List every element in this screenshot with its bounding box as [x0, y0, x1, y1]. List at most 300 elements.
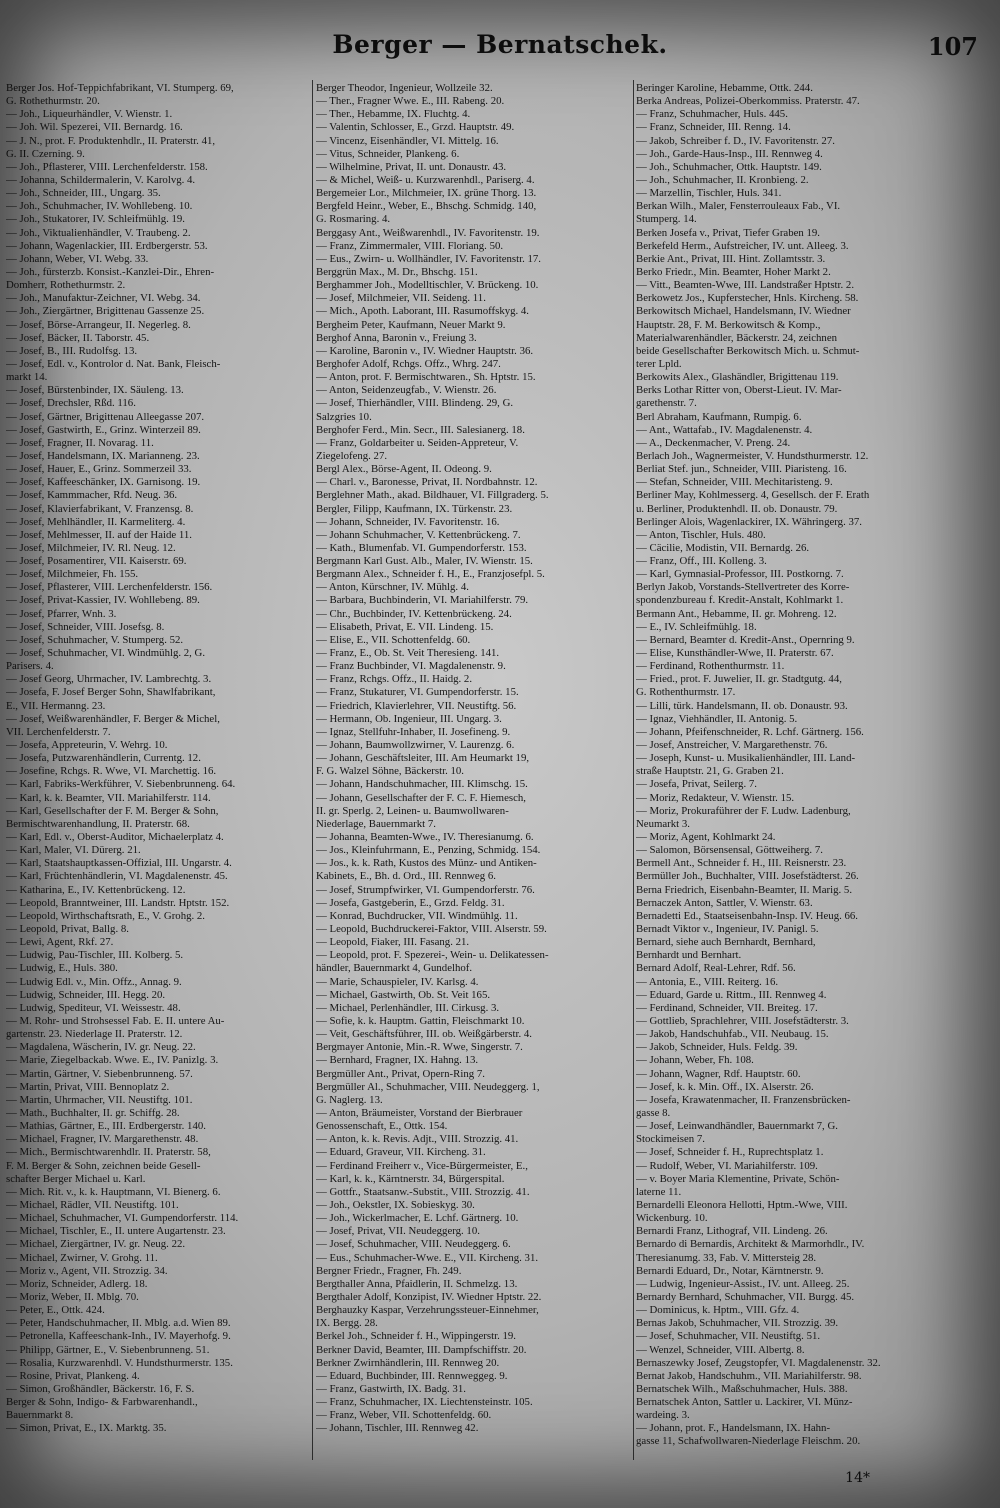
directory-entry-line: Berlinger Alois, Wagenlackirer, IX. Währingerg. 37.	[636, 515, 862, 528]
directory-entry-line: Beringer Karoline, Hebamme, Ottk. 244.	[636, 82, 813, 94]
directory-entry-line: — Josef, Klavierfabrikant, V. Franzensg. 8.	[6, 502, 194, 515]
directory-entry-line: — Veit, Geschäftsführer, III. ob. Weißgärberstr. 4.	[316, 1028, 532, 1041]
directory-entry-line: — Josef, Mehlmesser, II. auf der Haide 11.	[6, 528, 192, 541]
directory-entry-line: — Josef, Mehlhändler, II. Karmeliterg. 4.	[6, 515, 186, 528]
directory-entry-line: — Elisabeth, Privat, E. VII. Lindeng. 15.	[316, 620, 494, 633]
directory-entry-line: Berger Jos. Hof-Teppichfabrikant, VI. Stumperg. 69,	[6, 82, 234, 94]
directory-entry-line: — Michael, Ziergärtner, IV. gr. Neug. 22.	[6, 1238, 186, 1251]
directory-entry-line: — Joh., Schuhmacher, II. Kronbieng. 2.	[636, 173, 809, 186]
directory-entry-line: — Michael, Fragner, IV. Margarethenstr. 48.	[6, 1133, 199, 1146]
directory-entry-line: — Josef, k. k. Min. Off., IX. Alserstr. 26.	[636, 1080, 814, 1093]
directory-entry-line: G. II. Czerning. 9.	[6, 147, 85, 160]
directory-entry-line: — Joh., Manufaktur-Zeichner, VI. Webg. 34.	[6, 292, 201, 305]
directory-entry-line: — Joh., Liqueurhändler, V. Wienstr. 1.	[6, 108, 173, 121]
directory-entry-line: Niederlage, Bauernmarkt 7.	[316, 817, 436, 830]
directory-entry-line: Bernhardt und Bernhart.	[636, 949, 742, 962]
directory-entry-line: — J. N., prot. F. Produktenhdlr., II. Praterstr. 41,	[6, 134, 216, 147]
directory-entry-line: garethenstr. 7.	[636, 397, 697, 410]
directory-entry-line: — Konrad, Buchdrucker, VII. Windmühlg. 11.	[316, 909, 518, 922]
directory-entry-line: Berglehner Math., akad. Bildhauer, VI. Fillgraderg. 5.	[316, 489, 549, 502]
directory-entry-line: Bergmann Alex., Schneider f. H., E., Franzjosefpl. 5.	[316, 568, 545, 581]
directory-entry-line: — Moriz, Schneider, Adlerg. 18.	[6, 1277, 148, 1290]
directory-entry-line: — Josef, Drechsler, Rßd. 116.	[6, 397, 136, 410]
directory-entry-line: — Joh., Stukatorer, IV. Schleifmühlg. 19.	[6, 213, 186, 226]
directory-entry-line: Berghammer Joh., Modelltischler, V. Brückeng. 10.	[316, 279, 539, 292]
directory-entry-line: — Elise, E., VII. Schottenfeldg. 60.	[316, 633, 471, 646]
directory-entry-line: Parisers. 4.	[6, 660, 54, 673]
directory-entry-line: Bergler, Filipp, Kaufmann, IX. Türkenstr. 23.	[316, 502, 513, 515]
directory-entry-line: — Bernard, Beamter d. Kredit-Anst., Opernring 9.	[636, 633, 855, 646]
directory-entry-line: — Johann, Weber, VI. Webg. 33.	[6, 252, 149, 265]
directory-entry-line: — Franz, Weber, VII. Schottenfeldg. 60.	[316, 1409, 492, 1422]
directory-entry-line: — Johann, Tischler, III. Rennweg 42.	[316, 1422, 479, 1435]
directory-entry-line: — Mich., Apoth. Laborant, III. Rasumoffskyg. 4.	[316, 305, 530, 318]
directory-entry-line: — Ferdinand Freiherr v., Vice-Bürgermeister, E.,	[316, 1159, 528, 1172]
directory-entry-line: — Ludwig, Schneider, III. Hegg. 20.	[6, 988, 166, 1001]
directory-entry-line: Berkowitsch Michael, Handelsmann, IV. Wiedner	[636, 305, 851, 318]
directory-entry-line: — Josef, Kammmacher, Rfd. Neug. 36.	[6, 489, 178, 502]
directory-entry-line: — Josef, Privat, VII. Neudeggerg. 10.	[316, 1225, 480, 1238]
directory-entry-line: — Karl, Gesellschafter der F. M. Berger & Sohn,	[6, 804, 219, 817]
directory-entry-line: — Marzellin, Tischler, Huls. 341.	[636, 187, 782, 200]
directory-entry-line: Berkner Zwirnhändlerin, III. Rennweg 20.	[316, 1356, 500, 1369]
directory-entry-line: — Vitt., Beamten-Wwe, III. Landstraßer Hptstr. 2.	[636, 279, 855, 292]
directory-entry-line: spondenzbureau f. Kredit-Anstalt, Kohlmarkt 1.	[636, 594, 844, 607]
directory-entry-line: — Joh., Schuhmacher, IV. Wohllebeng. 10.	[6, 200, 193, 213]
directory-entry-line: — Josefa, Gastgeberin, E., Grzd. Feldg. 31.	[316, 896, 505, 909]
directory-entry-line: wardeing. 3.	[636, 1409, 690, 1422]
directory-entry-line: Bernardi Eduard, Dr., Notar, Kärntnerstr. 9.	[636, 1264, 824, 1277]
directory-entry-line: — Josef, Weißwarenhändler, F. Berger & Michel,	[6, 712, 220, 725]
directory-entry-line: — Josefa, Appreteurin, V. Wehrg. 10.	[6, 739, 168, 752]
directory-entry-line: Bergl Alex., Börse-Agent, II. Odeong. 9.	[316, 463, 492, 476]
directory-entry-line: terer Lpld.	[636, 357, 682, 370]
running-title: Berger — Bernatschek.	[332, 30, 668, 59]
directory-entry-line: — Mathias, Gärtner, E., III. Erdbergerstr. 140.	[6, 1120, 206, 1133]
directory-entry-line: — Josef, Privat-Kassier, IV. Wohllebeng. 89.	[6, 594, 200, 607]
directory-entry-line: Berkel Joh., Schneider f. H., Wippingerstr. 19.	[316, 1330, 516, 1343]
directory-entry-line: — Antonia, E., VIII. Reiterg. 16.	[636, 975, 779, 988]
directory-entry-line: — Ludwig, E., Huls. 380.	[6, 962, 118, 975]
directory-entry-line: — Joseph, Kunst- u. Musikalienhändler, III. Land-	[636, 752, 856, 765]
directory-entry-line: — Franz, Stukaturer, VI. Gumpendorferstr. 15.	[316, 686, 519, 699]
directory-entry-line: — Joh., Schuhmacher, Ottk. Hauptstr. 149.	[636, 160, 822, 173]
directory-entry-line: — Johanna, Schildermalerin, V. Karolvg. 4.	[6, 173, 196, 186]
directory-entry-line: — Lewi, Agent, Rkf. 27.	[6, 936, 114, 949]
directory-entry-line: — Karl, Maler, VI. Dürerg. 21.	[6, 844, 141, 857]
directory-entry-line: IX. Bergg. 28.	[316, 1317, 378, 1330]
directory-entry-line: Bernas Jakob, Schuhmacher, VII. Strozzig. 39.	[636, 1317, 839, 1330]
directory-entry-line: — Franz, Gastwirth, IX. Badg. 31.	[316, 1382, 466, 1395]
directory-entry-line: — Michael, Tischler, E., II. untere Augartenstr. 23.	[6, 1225, 226, 1238]
directory-entry-line: — Rudolf, Weber, VI. Mariahilferstr. 109.	[636, 1159, 818, 1172]
directory-entry-line: — Ignaz, Stellfuhr-Inhaber, II. Josefineng. 9.	[316, 725, 511, 738]
directory-entry-line: — Jos., Kleinfuhrmann, E., Penzing, Schmidg. 154.	[316, 844, 541, 857]
directory-entry-line: — Josef, Börse-Arrangeur, II. Negerleg. 8.	[6, 318, 191, 331]
directory-entry-line: — Anton, Kürschner, IV. Mühlg. 4.	[316, 581, 469, 594]
directory-entry-line: Bernaczek Anton, Sattler, V. Wienstr. 63.	[636, 896, 813, 909]
directory-entry-line: — Johann, prot. F., Handelsmann, IX. Hahn-	[636, 1422, 831, 1435]
directory-entry-line: — Leopold, Privat, Ballg. 8.	[6, 923, 129, 935]
directory-entry-line: — Moriz, Weber, II. Mblg. 70.	[6, 1290, 139, 1303]
directory-column-2	[316, 82, 632, 1435]
directory-entry-line: — Josef, Schuhmacher, VIII. Neudeggerg. 6.	[316, 1238, 511, 1251]
directory-entry-line: markt 14.	[6, 371, 48, 384]
directory-entry-line: — Johann, Baumwollzwirner, V. Laurenzg. 6.	[316, 739, 515, 752]
directory-entry-line: — Josef, Fragner, II. Novarag. 11.	[6, 436, 154, 449]
directory-entry-line: — Josef, Schuhmacher, VI. Windmühlg. 2, G.	[6, 647, 206, 660]
directory-entry-line: — Peter, E., Ottk. 424.	[6, 1304, 105, 1317]
directory-entry-line: Theresianumg. 33, Fab. V. Mittersteig 28.	[636, 1251, 817, 1264]
directory-entry-line: schafter Berger Michael u. Karl.	[6, 1172, 146, 1185]
directory-entry-line: — Ludwig, Pau-Tischler, III. Kolberg. 5.	[6, 949, 184, 962]
directory-entry-line: — Josef, Milchmeier, Fh. 155.	[6, 568, 139, 581]
directory-entry-line: Bauernmarkt 8.	[6, 1409, 74, 1422]
directory-entry-line: Berghofer Ferd., Min. Secr., III. Salesianerg. 18.	[316, 423, 525, 436]
directory-entry-line: — Karl, Früchtenhändlerin, VI. Magdalenenstr. 45.	[6, 870, 228, 883]
directory-entry-line: — Johann, Gesellschafter der F. C. F. Hiemesch,	[316, 791, 526, 804]
directory-entry-line: — Ferdinand, Schneider, VII. Breiteg. 17.	[636, 1001, 818, 1014]
directory-entry-line: Domherr, Rothethurmstr. 2.	[6, 279, 126, 292]
directory-entry-line: — Martin, Uhrmacher, VII. Neustiftg. 101.	[6, 1093, 193, 1106]
directory-entry-line: G. Rothethurmstr. 20.	[6, 95, 100, 108]
directory-entry-line: Berks Lothar Ritter von, Oberst-Lieut. IV. Mar-	[636, 384, 842, 397]
directory-entry-line: — Josef Georg, Uhrmacher, IV. Lambrechtg. 3.	[6, 673, 212, 686]
directory-entry-line: — Franz, Rchgs. Offz., II. Haidg. 2.	[316, 673, 473, 686]
directory-entry-line: Bermischtwarenhandlung, II. Praterstr. 68.	[6, 817, 190, 830]
directory-entry-line: — Josef, Schneider, VIII. Josefsg. 8.	[6, 620, 165, 633]
directory-entry-line: Hauptstr. 28, F. M. Berkowitsch & Komp.,	[636, 318, 821, 331]
directory-entry-line: — Cäcilie, Modistin, VII. Bernardg. 26.	[636, 541, 810, 554]
directory-entry-line: — Mich. Rit. v., k. k. Hauptmann, VI. Bienerg. 6.	[6, 1185, 221, 1198]
directory-entry-line: Bernardi Franz, Lithograf, VII. Lindeng. 26.	[636, 1225, 828, 1238]
directory-entry-line: — Ludwig Edl. v., Min. Offz., Annag. 9.	[6, 975, 182, 988]
directory-entry-line: — Josefine, Rchgs. R. Wwe, VI. Marchettig. 16.	[6, 765, 217, 778]
directory-entry-line: — Leopold, Fiaker, III. Fasang. 21.	[316, 936, 470, 949]
directory-entry-line: — Barbara, Buchbinderin, VI. Mariahilferstr. 79.	[316, 594, 529, 607]
directory-entry-line: — Gottfr., Staatsanw.-Substit., VIII. Strozzig. 41.	[316, 1185, 530, 1198]
directory-entry-line: Berka Andreas, Polizei-Oberkommiss. Praterstr. 47.	[636, 95, 860, 108]
directory-entry-line: Berko Friedr., Min. Beamter, Hoher Markt 2.	[636, 265, 831, 278]
directory-entry-line: Berkowetz Jos., Kupferstecher, Hnls. Kircheng. 58.	[636, 292, 859, 305]
directory-entry-line: — Josefa, Krawatenmacher, II. Franzensbrücken-	[636, 1093, 851, 1106]
directory-entry-line: Bernardy Bernhard, Schuhmacher, VII. Burgg. 45.	[636, 1290, 855, 1303]
directory-entry-line: Bernadt Viktor v., Ingenieur, IV. Panigl. 5.	[636, 923, 819, 935]
directory-entry-line: — Eduard, Garde u. Rittm., III. Rennweg 4.	[636, 988, 827, 1001]
directory-entry-line: — Fried., prot. F. Juwelier, II. gr. Stadtgutg. 44,	[636, 673, 842, 686]
directory-entry-line: — Karoline, Baronin v., IV. Wiedner Hauptstr. 36.	[316, 344, 534, 357]
directory-entry-line: Bernatschek Anton, Sattler u. Lackirer, VI. Münz-	[636, 1396, 853, 1409]
directory-entry-line: Bergthaller Anna, Pfaidlerin, II. Schmelzg. 13.	[316, 1277, 518, 1290]
directory-entry-line: — Moriz, Redakteur, V. Wienstr. 15.	[636, 791, 795, 804]
directory-entry-line: Neumarkt 3.	[636, 817, 690, 830]
directory-column-3	[636, 82, 950, 1449]
directory-entry-line: — Joh., Schneider, III., Ungarg. 35.	[6, 187, 161, 200]
directory-entry-line: Bernard, siehe auch Bernhardt, Bernhard,	[636, 936, 816, 949]
directory-entry-line: — Josefa, Putzwarenhändlerin, Currentg. 12.	[6, 752, 201, 765]
directory-entry-line: Berghofer Adolf, Rchgs. Offz., Whrg. 247.	[316, 357, 501, 370]
directory-entry-line: Bergmayer Antonie, Min.-R. Wwe, Singerstr. 7.	[316, 1041, 523, 1054]
directory-entry-line: — Vitus, Schneider, Plankeng. 6.	[316, 147, 460, 160]
directory-entry-line: Stumperg. 14.	[636, 213, 697, 226]
directory-entry-line: — Karl, k. k., Kärntnerstr. 34, Bürgerspital.	[316, 1172, 505, 1185]
directory-entry-line: — Karl, Staatshauptkassen-Offizial, III. Ungarstr. 4.	[6, 857, 232, 870]
directory-entry-line: — Valentin, Schlosser, E., Grzd. Hauptstr. 49.	[316, 121, 515, 134]
directory-entry-line: Berkefeld Herm., Aufstreicher, IV. unt. Alleeg. 3.	[636, 239, 849, 252]
directory-entry-line: Berken Josefa v., Privat, Tiefer Graben 19.	[636, 226, 821, 239]
directory-entry-line: — Karl, k. k. Beamter, VII. Mariahilferstr. 114.	[6, 791, 211, 804]
directory-entry-line: Genossenschaft, E., Ottk. 154.	[316, 1120, 448, 1133]
directory-entry-line: Bergthaler Adolf, Konzipist, IV. Wiedner Hptstr. 22.	[316, 1290, 542, 1303]
directory-entry-line: Berkowits Alex., Glashändler, Brigittenau 119.	[636, 371, 839, 384]
directory-entry-line: Berlach Joh., Wagnermeister, V. Hundsthurmerstr. 12.	[636, 449, 869, 462]
directory-entry-line: — Josef, Handelsmann, IX. Marianneng. 23.	[6, 449, 200, 462]
directory-entry-line: Bernadetti Ed., Staatseisenbahn-Insp. IV. Heug. 66.	[636, 909, 858, 922]
directory-entry-line: — Jakob, Handschuhfab., VII. Neubaug. 15.	[636, 1028, 829, 1041]
directory-entry-line: — Michael, Schuhmacher, VI. Gumpendorferstr. 114.	[6, 1212, 239, 1225]
directory-entry-line: Bernat Jakob, Handschuhm., VII. Mariahilferstr. 98.	[636, 1369, 862, 1382]
directory-entry-line: — Jakob, Schreiber f. D., IV. Favoritenstr. 27.	[636, 134, 835, 147]
directory-entry-line: — Joh., Oekstler, IX. Sobieskyg. 30.	[316, 1198, 475, 1211]
directory-entry-line: Berkie Ant., Privat, III. Hint. Zollamtsstr. 3.	[636, 252, 826, 265]
directory-entry-line: — Karl, Fabriks-Werkführer, V. Siebenbrunneng. 64.	[6, 778, 236, 791]
directory-entry-line: Berger & Sohn, Indigo- & Farbwarenhandl.,	[6, 1396, 198, 1409]
directory-entry-line: gasse 8.	[636, 1106, 671, 1119]
directory-entry-line: — Simon, Großhändler, Bäckerstr. 16, F. S.	[6, 1382, 195, 1395]
directory-entry-line: — Franz, Goldarbeiter u. Seiden-Appreteur, V.	[316, 436, 519, 449]
directory-entry-line: Bermell Ant., Schneider f. H., III. Reisnerstr. 23.	[636, 857, 847, 870]
directory-entry-line: Bergemeier Lor., Milchmeier, IX. grüne Thorg. 13.	[316, 187, 537, 200]
directory-entry-line: F. M. Berger & Sohn, zeichnen beide Gesell-	[6, 1159, 201, 1172]
directory-entry-line: — Josef, Kaffeeschänker, IX. Garnisong. 19.	[6, 476, 201, 489]
directory-entry-line: — Eduard, Buchbinder, III. Rennweggeg. 9.	[316, 1369, 508, 1382]
directory-entry-line: — Math., Buchhalter, II. gr. Schiffg. 28.	[6, 1106, 180, 1119]
directory-entry-line: Berggasy Ant., Weißwarenhdl., IV. Favoritenstr. 19.	[316, 226, 540, 239]
directory-entry-line: — Franz, Schneider, III. Renng. 14.	[636, 121, 791, 134]
directory-entry-line: Bergmüller Ant., Privat, Opern-Ring 7.	[316, 1067, 485, 1080]
directory-entry-line: — Josef, Schuhmacher, VII. Neustiftg. 51.	[636, 1330, 821, 1343]
directory-entry-line: — Michael, Perlenhändler, III. Cirkusg. 3.	[316, 1001, 500, 1014]
directory-entry-line: — Franz, Schuhmacher, Huls. 445.	[636, 108, 788, 121]
directory-entry-line: — Josefa, F. Josef Berger Sohn, Shawlfabrikant,	[6, 686, 216, 699]
directory-entry-line: — Sofie, k. k. Hauptm. Gattin, Fleischmarkt 10.	[316, 1014, 525, 1027]
directory-entry-line: — Rosalia, Kurzwarenhdl. V. Hundsthurmerstr. 135.	[6, 1356, 233, 1369]
directory-entry-line: — Anton, Bräumeister, Vorstand der Bierbrauer	[316, 1106, 523, 1119]
page-header	[0, 30, 1000, 70]
directory-entry-line: VII. Lerchenfelderstr. 7.	[6, 725, 111, 738]
directory-entry-line: Bernaszewky Josef, Zeugstopfer, VI. Magdalenenstr. 32.	[636, 1356, 881, 1369]
directory-entry-line: — Jakob, Schneider, Huls. Feldg. 39.	[636, 1041, 798, 1054]
directory-entry-line: gasse 11, Schafwollwaren-Niederlage Fleischm. 20.	[636, 1435, 861, 1448]
directory-entry-line: II. gr. Sperlg. 2, Leinen- u. Baumwollwaren-	[316, 804, 509, 817]
directory-entry-line: — Martin, Gärtner, V. Siebenbrunneng. 57.	[6, 1067, 193, 1080]
directory-entry-line: — & Michel, Weiß- u. Kurzwarenhdl., Pariserg. 4.	[316, 173, 535, 186]
directory-entry-line: — Josef, B., III. Rudolfsg. 13.	[6, 344, 138, 357]
directory-entry-line: — Karl, Gymnasial-Professor, III. Postkorng. 7.	[636, 568, 844, 581]
directory-entry-line: — Philipp, Gärtner, E., V. Siebenbrunneng. 51.	[6, 1343, 210, 1356]
directory-entry-line: Berlyn Jakob, Vorstands-Stellvertreter des Korre-	[636, 581, 850, 594]
directory-entry-line: Berkan Wilh., Maler, Fensterrouleaux Fab., VI.	[636, 200, 841, 213]
directory-entry-line: — Friedrich, Klavierlehrer, VII. Neustiftg. 56.	[316, 699, 517, 712]
directory-entry-line: Bernardelli Eleonora Hellotti, Hptm.-Wwe, VIII.	[636, 1198, 848, 1211]
directory-entry-line: — Joh., Viktualienhändler, V. Traubeng. 2.	[6, 226, 191, 239]
directory-entry-line: straße Hauptstr. 21, G. Graben 21.	[636, 765, 784, 778]
directory-entry-line: — Josef, Strumpfwirker, VI. Gumpendorferstr. 76.	[316, 883, 535, 896]
directory-entry-line: — Joh., Garde-Haus-Insp., III. Rennweg 4.	[636, 147, 823, 160]
directory-entry-line: G. Rosmaring. 4.	[316, 213, 391, 226]
directory-entry-line: — Eus., Schuhmacher-Wwe. E., VII. Kircheng. 31.	[316, 1251, 539, 1264]
directory-entry-line: — Josef, Leinwandhändler, Bauernmarkt 7, G.	[636, 1120, 838, 1133]
directory-entry-line: — Josef, Schuhmacher, V. Stumperg. 52.	[6, 633, 184, 646]
directory-entry-line: — Marie, Schauspieler, IV. Karlsg. 4.	[316, 975, 479, 988]
directory-entry-line: — Joh., Wickerlmacher, E. Lchf. Gärtnerg. 10.	[316, 1212, 519, 1225]
directory-entry-line: laterne 11.	[636, 1185, 682, 1198]
directory-entry-line: Bernard Adolf, Real-Lehrer, Rdf. 56.	[636, 962, 796, 975]
directory-entry-line: — Josef, Hauer, E., Grinz. Sommerzeil 33.	[6, 463, 192, 476]
directory-entry-line: — Ignaz, Viehhändler, II. Antonig. 5.	[636, 712, 798, 725]
directory-entry-line: — Dominicus, k. Hptm., VIII. Gfz. 4.	[636, 1304, 800, 1317]
directory-entry-line: — Leopold, Branntweiner, III. Landstr. Hptstr. 152.	[6, 896, 230, 909]
directory-entry-line: — M. Rohr- und Strohsessel Fab. E. II. untere Au-	[6, 1014, 225, 1027]
directory-entry-line: — Anton, k. k. Revis. Adjt., VIII. Strozzig. 41.	[316, 1133, 519, 1146]
directory-entry-line: gartenstr. 23. Niederlage II. Praterstr. 12.	[6, 1028, 183, 1041]
directory-entry-line: G. Rothenthurmstr. 17.	[636, 686, 736, 699]
directory-entry-line: — Joh., Ziergärtner, Brigittenau Gassenze 25.	[6, 305, 205, 318]
directory-entry-line: — Charl. v., Baronesse, Privat, II. Nordbahnstr. 12.	[316, 476, 538, 489]
directory-entry-line: — Moriz, Prokuraführer der F. Ludw. Ladenburg,	[636, 804, 851, 817]
directory-entry-line: — Jos., k. k. Rath, Kustos des Münz- und Antiken-	[316, 857, 537, 870]
directory-entry-line: Berggrün Max., M. Dr., Bhschg. 151.	[316, 265, 478, 278]
directory-entry-line: — Wilhelmine, Privat, II. unt. Donaustr. 43.	[316, 160, 507, 173]
directory-entry-line: — Josef, Thierhändler, VIII. Blindeng. 29, G.	[316, 397, 514, 410]
directory-entry-line: — Josef, Milchmeier, IV. Rl. Neug. 12.	[6, 541, 176, 554]
directory-entry-line: — Franz, Zimmermaler, VIII. Floriang. 50.	[316, 239, 504, 252]
directory-entry-line: — Karl, Edl. v., Oberst-Auditor, Michaelerplatz 4.	[6, 831, 224, 844]
directory-entry-line: — Johann, Weber, Fh. 108.	[636, 1054, 754, 1067]
directory-entry-line: — Eus., Zwirn- u. Wollhändler, IV. Favoritenstr. 17.	[316, 252, 542, 265]
directory-entry-line: — v. Boyer Maria Klementine, Private, Schön-	[636, 1172, 840, 1185]
directory-entry-line: — Anton, Tischler, Huls. 480.	[636, 528, 766, 541]
directory-entry-line: Berliner May, Kohlmesserg. 4, Gesellsch. der F. Erath	[636, 489, 870, 502]
directory-entry-line: — Katharina, E., IV. Kettenbrückeng. 12.	[6, 883, 186, 896]
directory-entry-line: Bermüller Joh., Buchhalter, VIII. Josefstädterst. 26.	[636, 870, 859, 883]
directory-entry-line: — Ludwig, Ingenieur-Assist., IV. unt. Alleeg. 25.	[636, 1277, 850, 1290]
directory-entry-line: — Joh., fürsterzb. Konsist.-Kanzlei-Dir., Ehren-	[6, 265, 215, 278]
directory-entry-line: — Gottlieb, Sprachlehrer, VIII. Josefstädterstr. 3.	[636, 1014, 849, 1027]
directory-entry-line: u. Berliner, Produktenhdl. II. ob. Donaustr. 79.	[636, 502, 838, 515]
directory-entry-line: Berna Friedrich, Eisenbahn-Beamter, II. Marig. 5.	[636, 883, 853, 896]
directory-entry-line: — Johann, Geschäftsleiter, III. Am Heumarkt 19,	[316, 752, 530, 765]
directory-entry-line: — Johanna, Beamten-Wwe., IV. Theresianumg. 6.	[316, 831, 534, 844]
directory-entry-line: — Josefa, Privat, Seilerg. 7.	[636, 778, 757, 791]
page-number: 107	[927, 32, 978, 61]
directory-column-1	[6, 82, 310, 1435]
directory-entry-line: — Anton, Seidenzeugfab., V. Wienstr. 26.	[316, 384, 497, 397]
directory-entry-line: — Josef, Gastwirth, E., Grinz. Winterzeil 89.	[6, 423, 201, 436]
directory-entry-line: — Bernhard, Fragner, IX. Hahng. 13.	[316, 1054, 479, 1067]
directory-entry-line: — Joh. Wil. Spezerei, VII. Bernardg. 16.	[6, 121, 183, 134]
directory-entry-line: — Josef, Edl. v., Kontrolor d. Nat. Bank, Fleisch-	[6, 357, 221, 370]
directory-entry-line: Bergfeld Heinr., Weber, E., Bhschg. Schmidg. 140,	[316, 200, 537, 213]
directory-entry-line: G. Naglerg. 13.	[316, 1093, 383, 1106]
directory-entry-line: — Michael, Rädler, VII. Neustiftg. 101.	[6, 1198, 179, 1211]
directory-entry-line: — Leopold, Buchdruckerei-Faktor, VIII. Alserstr. 59.	[316, 923, 547, 935]
directory-entry-line: — Ther., Fragner Wwe. E., III. Rabeng. 20.	[316, 95, 505, 108]
directory-entry-line: — Josef, Milchmeier, VII. Seideng. 11.	[316, 292, 486, 305]
directory-entry-line: — Josef, Pflasterer, VIII. Lerchenfelderstr. 156.	[6, 581, 213, 594]
directory-entry-line: — Peter, Handschuhmacher, II. Mblg. a.d. Wien 89.	[6, 1317, 231, 1330]
directory-entry-line: — Simon, Privat, E., IX. Marktg. 35.	[6, 1422, 167, 1435]
directory-entry-line: Berger Theodor, Ingenieur, Wollzeile 32.	[316, 82, 493, 94]
directory-entry-line: — Joh., Pflasterer, VIII. Lerchenfelderstr. 158.	[6, 160, 208, 173]
directory-entry-line: — Franz, Schuhmacher, IX. Liechtensteinstr. 105.	[316, 1396, 533, 1409]
directory-entry-line: — Elise, Kunsthändler-Wwe, II. Praterstr. 67.	[636, 647, 834, 660]
directory-entry-line: — Johann, Handschuhmacher, III. Klimschg. 15.	[316, 778, 528, 791]
directory-entry-line: — Michael, Gastwirth, Ob. St. Veit 165.	[316, 988, 491, 1001]
column-divider	[633, 80, 634, 1460]
directory-entry-line: — Michael, Zwirner, V. Grohg. 11.	[6, 1251, 158, 1264]
directory-entry-line: — Leopold, prot. F. Spezerei-, Wein- u. Delikatessen-	[316, 949, 549, 962]
directory-entry-line: Wickenburg. 10.	[636, 1212, 708, 1225]
directory-entry-line: — Moriz, Agent, Kohlmarkt 24.	[636, 831, 776, 844]
directory-entry-line: — Hermann, Ob. Ingenieur, III. Ungarg. 3.	[316, 712, 502, 725]
directory-entry-line: — Chr., Buchbinder, IV. Kettenbrückeng. 24.	[316, 607, 512, 620]
directory-entry-line: — Eduard, Graveur, VII. Kircheng. 31.	[316, 1146, 486, 1159]
directory-entry-line: — Vincenz, Eisenhändler, VI. Mittelg. 16.	[316, 134, 499, 147]
directory-entry-line: Ziegelofeng. 27.	[316, 449, 388, 462]
directory-entry-line: Berghof Anna, Baronin v., Freiung 3.	[316, 331, 477, 344]
directory-entry-line: Bergmüller Al., Schuhmacher, VIII. Neudeggerg. 1,	[316, 1080, 540, 1093]
directory-entry-line: — Josef, Schneider f. H., Ruprechtsplatz 1.	[636, 1146, 824, 1159]
signature-mark: 14*	[845, 1470, 870, 1486]
directory-entry-line: Stockimeisen 7.	[636, 1133, 705, 1146]
directory-entry-line: — Josef, Bürstenbinder, IX. Säuleng. 13.	[6, 384, 184, 397]
directory-entry-line: — Anton, prot. F. Bermischtwaren., Sh. Hptstr. 15.	[316, 371, 536, 384]
directory-entry-line: — Johann, Schneider, IV. Favoritenstr. 16.	[316, 515, 500, 528]
directory-entry-line: — Josef, Gärtner, Brigittenau Alleegasse 207.	[6, 410, 205, 423]
directory-entry-line: Berkner David, Beamter, III. Dampfschiffstr. 20.	[316, 1343, 527, 1356]
directory-entry-line: Berghauzky Kaspar, Verzehrungssteuer-Einnehmer,	[316, 1304, 539, 1317]
directory-entry-line: händler, Bauernmarkt 4, Gundelhof.	[316, 962, 473, 975]
directory-entry-line: Bernatschek Wilh., Maßschuhmacher, Huls. 388.	[636, 1382, 848, 1395]
directory-entry-line: — Kath., Blumenfab. VI. Gumpendorferstr. 153.	[316, 541, 527, 554]
directory-entry-line: — Johann Schuhmacher, V. Kettenbrückeng. 7.	[316, 528, 521, 541]
directory-entry-line: — Franz Buchbinder, VI. Magdalenenstr. 9.	[316, 660, 506, 673]
column-divider	[312, 80, 313, 1460]
directory-entry-line: — Josef, Bäcker, II. Taborstr. 45.	[6, 331, 150, 344]
directory-entry-line: Bergmann Karl Gust. Alb., Maler, IV. Wienstr. 15.	[316, 555, 533, 568]
directory-entry-line: — E., IV. Schleifmühlg. 18.	[636, 620, 757, 633]
directory-entry-line: — Moriz v., Agent, VII. Strozzig. 34.	[6, 1264, 168, 1277]
directory-entry-line: Bernardo di Bernardis, Architekt & Marmorhdlr., IV.	[636, 1238, 865, 1251]
directory-entry-line: F. G. Walzel Söhne, Bäckerstr. 10.	[316, 765, 464, 778]
directory-entry-line: — Josef, Pfarrer, Wnh. 3.	[6, 607, 117, 620]
directory-entry-line: — Franz, Off., III. Kolleng. 3.	[636, 555, 767, 568]
directory-entry-line: — Marie, Ziegelbackab. Wwe. E., IV. Panizlg. 3.	[6, 1054, 219, 1067]
directory-entry-line: — Ferdinand, Rothenthurmstr. 11.	[636, 660, 785, 673]
directory-entry-line: — Stefan, Schneider, VIII. Mechitaristeng. 9.	[636, 476, 833, 489]
directory-entry-line: — Johann, Pfeifenschneider, R. Lchf. Gärtnerg. 156.	[636, 725, 864, 738]
directory-entry-line: — Josef, Posamentirer, VII. Kaiserstr. 69.	[6, 555, 187, 568]
directory-entry-line: E., VII. Hermanng. 23.	[6, 699, 106, 712]
directory-entry-line: Materialwarenhändler, Bäckerstr. 24, zeichnen	[636, 331, 838, 344]
directory-entry-line: — Josef, Anstreicher, V. Margarethenstr. 76.	[636, 739, 828, 752]
directory-entry-line: — Ant., Wattafab., IV. Magdalenenstr. 4.	[636, 423, 813, 436]
directory-entry-line: — Petronella, Kaffeeschank-Inh., IV. Mayerhofg. 9.	[6, 1330, 231, 1343]
directory-entry-line: — Ludwig, Spediteur, VI. Weissestr. 48.	[6, 1001, 181, 1014]
directory-entry-line: — Franz, E., Ob. St. Veit Theresieng. 141.	[316, 647, 500, 660]
directory-entry-line: beide Gesellschafter Berkowitsch Mich. u. Schmut-	[636, 344, 860, 357]
